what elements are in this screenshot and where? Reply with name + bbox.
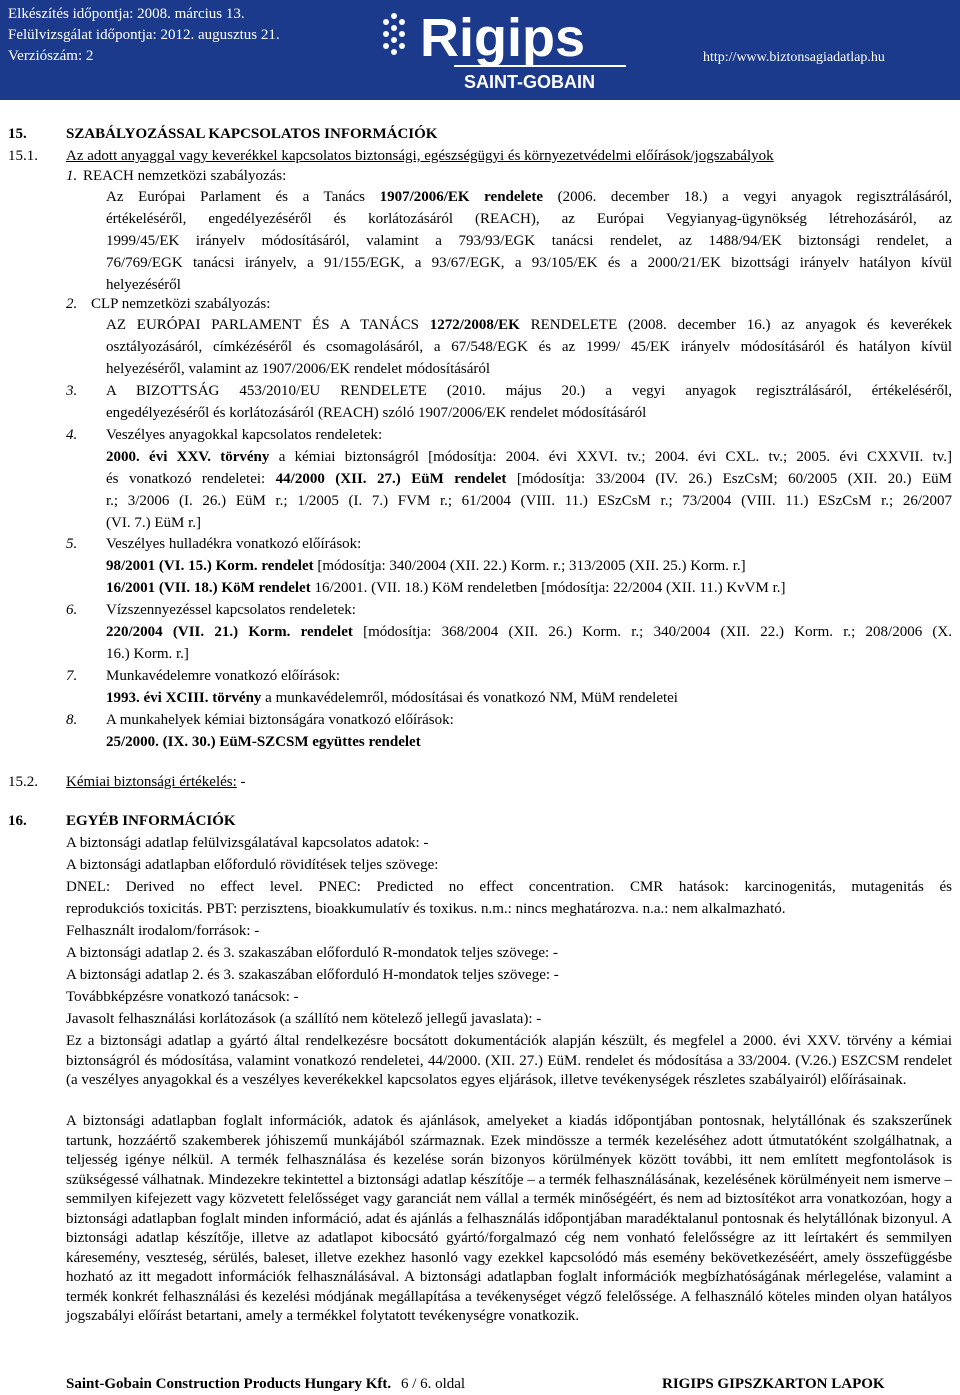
item-1-num: 1. (66, 168, 78, 184)
item-5-line-2: 16/2001 (VII. 18.) KöM rendelet 16/2001. (VII. 18.) KöM rendeletben [módosítja: 22/2004 (XII. 11.) KvVM r.] (106, 580, 786, 596)
item-1-line-2: értékeléséről, engedélyezéséről és korlátozásáról (REACH), az Európai Vegyianyag-ügynökség létrehozásáról, az (106, 211, 952, 227)
info-paragraph-2: A biztonsági adatlapban foglalt információk, adatok és ajánlások, amelyeket a kiadás időpontjában pontosnak, helytállónak és szakszerűnek tartunk, hozzáértő szakemberek jóhiszemű munkájából származnak. Ezek mindössze a termék kezeléséhez adott útmutatóként szolgálhatnak, a teljesség igénye nélkül. A termék felhasználása és kezelése során bizonyos körülmények között további, itt nem említett megfontolások is szükségessé válhatnak. Mindezekre tekintettel a biztonsági adatlap készítője – a termék felhasználásának, kezelésének körülményeit nem ismerve – semmilyen kifejezett vagy közvetett felelősséget vagy garanciát nem vállal a termék minőségéért, és nem ad biztosítékot arra vonatkozóan, hogy a biztonsági adatlapban foglalt minden információ, adat és ajánlás a felhasználás időpontjában maradéktalanul pontosnak és helytállónak bizonyul. A biztonsági adatlap készítője, illetve az adatlapot kibocsátó gyártó/forgalmazó cég nem vonható felelősségre az itt leírtakért és semmilyen káresemény, veszteség, sérülés, baleset, illetve ezekhez hasonló vagy ezekkel kapcsolódó más esemény bekövetkezéséért, amely összefüggésbe hozható az itt megadott információk felhasználásával. A biztonsági adatlapban foglalt információk megbízhatóságának mérlegelése, valamint a termék konkrét felhasználási és kezelési módjának megállapítása a tevékenységet végző felelőssége. A felhasználó köteles minden olyan hatályos jogszabályi előírást betartani, amely a termékkel folytatott tevékenységre vonatkozik. (66, 1113, 952, 1324)
info-line-2: A biztonsági adatlapban előforduló rövidítések teljes szövege: (66, 857, 439, 873)
item-2-title: CLP nemzetközi szabályozás: (91, 296, 271, 312)
section-15-heading: 15. SZABÁLYOZÁSSAL KAPCSOLATOS INFORMÁCIÓK (8, 126, 438, 142)
info-line-7: A biztonsági adatlap 2. és 3. szakaszában előforduló H-mondatok teljes szövege: - (66, 967, 559, 983)
section-15-2-heading: 15.2. Kémiai biztonsági értékelés: - (8, 774, 246, 790)
item-1-line-1: Az Európai Parlament és a Tanács 1907/2006/EK rendelete (2006. december 18.) a vegyi anyagok regisztrálásáról, (106, 189, 953, 205)
section-15-1-heading: 15.1. Az adott anyaggal vagy keverékkel kapcsolatos biztonsági, egészségügyi és környezetvédelmi előírások/jogszabályok (8, 148, 774, 164)
item-7-num: 7. (66, 668, 78, 684)
item-1-line-5: helyezéséről (106, 277, 181, 293)
item-6-line-2: 16.) Korm. r.] (106, 646, 189, 662)
item-7-title: Munkavédelemre vonatkozó előírások: (106, 668, 341, 684)
item-3-num: 3. (66, 383, 78, 399)
item-4-title: Veszélyes anyagokkal kapcsolatos rendeletek: (106, 427, 383, 443)
item-1-line-4: 76/769/EGK tanácsi irányelv, a 91/155/EGK, a 93/67/EGK, a 93/105/EK és a 2000/21/EK bizottsági irányelv hatályon kívül (106, 255, 952, 271)
item-5-num: 5. (66, 536, 78, 552)
item-6-num: 6. (66, 602, 78, 618)
item-4-line-3: r.; 3/2006 (I. 26.) EüM r.; 1/2005 (I. 7.) FVM r.; 61/2004 (VIII. 11.) ESzCsM r.; 73/2004 (VIII. 11.) ESzCsM r.; 26/2007 (106, 493, 952, 509)
item-7-line-1: 1993. évi XCIII. törvény a munkavédelemről, módosításai és vonatkozó NM, MüM rendeletei (106, 690, 678, 706)
item-1-title: REACH nemzetközi szabályozás: (83, 168, 287, 184)
footer-product: RIGIPS GIPSZKARTON LAPOK (662, 1376, 885, 1392)
item-4-line-1: 2000. évi XXV. törvény a kémiai biztonságról [módosítja: 2004. évi XXVI. tv.; 2004. évi CXL. tv.; 2005. évi CXXVII. tv.] (106, 449, 953, 465)
prepared-date: Elkészítés időpontja: 2008. március 13. (8, 6, 245, 22)
item-5-line-1: 98/2001 (VI. 15.) Korm. rendelet [módosítja: 340/2004 (XII. 22.) Korm. r.; 313/2005 (XII. 25.) Korm. r.] (106, 558, 746, 574)
item-4-num: 4. (66, 427, 78, 443)
logo-text: Rigips (420, 8, 586, 68)
item-1-line-3: 1999/45/EK irányelv módosításáról, valamint a 793/93/EGK tanácsi rendelet, az 1488/94/EK biztonsági rendelet, a (106, 233, 952, 249)
item-8-num: 8. (66, 712, 78, 728)
item-4-line-2: és vonatkozó rendeletei: 44/2000 (XII. 27.) EüM rendelet [módosítja: 33/2004 (IV. 26.) EszCsM; 60/2005 (XII. 20.) EüM (106, 471, 952, 487)
footer-left (66, 1376, 465, 1393)
item-2-line-3: helyezéséről, valamint az 1907/2006/EK rendelet módosításáról (106, 361, 491, 377)
item-4-line-4: (VI. 7.) EüM r.] (106, 515, 201, 531)
item-3-line-1: A BIZOTTSÁG 453/2010/EU RENDELETE (2010. május 20.) a vegyi anyagok regisztrálásáról, értékeléséről, (106, 383, 952, 399)
item-2-num: 2. (66, 296, 78, 312)
info-line-1: A biztonsági adatlap felülvizsgálatával kapcsolatos adatok: - (66, 835, 429, 851)
footer-company: Saint-Gobain Construction Products Hungary Kft. (66, 1376, 392, 1392)
item-3-line-2: engedélyezéséről és korlátozásáról (REACH) szóló 1907/2006/EK rendelet módosításáról (106, 405, 647, 421)
item-6-line-1: 220/2004 (VII. 21.) Korm. rendelet [módosítja: 368/2004 (XII. 26.) Korm. r.; 340/2004 (XII. 22.) Korm. r.; 208/2006 (X. (106, 624, 952, 640)
info-line-5: Felhasznált irodalom/források: - (66, 923, 260, 939)
version-number: Verziószám: 2 (8, 48, 94, 64)
logo-subtext: SAINT-GOBAIN (464, 72, 596, 92)
website-url[interactable]: http://www.biztonsagiadatlap.hu (703, 50, 885, 65)
info-line-9: Javasolt felhasználási korlátozások (a szállító nem kötelező jellegű javaslata): - (66, 1011, 542, 1027)
revised-date: Felülvizsgálat időpontja: 2012. augusztus 21. (8, 27, 280, 43)
item-8-title: A munkahelyek kémiai biztonságára vonatkozó előírások: (106, 712, 454, 728)
section-16-heading: 16. EGYÉB INFORMÁCIÓK (8, 813, 236, 829)
item-8-line-1: 25/2000. (IX. 30.) EüM-SZCSM együttes rendelet (106, 734, 421, 750)
info-line-3: DNEL: Derived no effect level. PNEC: Predicted no effect concentration. CMR hatások: karcinogenitás, mutagenitás és (66, 879, 952, 895)
item-2-line-2: osztályozásáról, címkézéséről és csomagolásáról, a 67/548/EGK és az 1999/ 45/EK irányelv módosításáról és hatályon kívül (106, 339, 952, 355)
info-paragraph-1: Ez a biztonsági adatlap a gyártó által rendelkezésre bocsátott dokumentációk alapján készült, és megfelel a 2000. évi XXV. törvény a kémiai biztonságról és módosítása, valamint vonatkozó rendeletei, 44/2000. (XII. 27.) EüM. rendelet és módosítása a 33/2004. (V.26.) ESZCSM rendelet (a veszélyes anyagokkal és a veszélyes keverékekkel kapcsolatos egyes eljárások, illetve tevékenységek részletes szabályairól) előírásainak. (66, 1033, 952, 1088)
item-6-title: Vízszennyezéssel kapcsolatos rendeletek: (106, 602, 356, 618)
item-5-title: Veszélyes hulladékra vonatkozó előírások: (106, 536, 362, 552)
info-line-6: A biztonsági adatlap 2. és 3. szakaszában előforduló R-mondatok teljes szövege: - (66, 945, 558, 961)
footer-page: 6 / 6. oldal (400, 1376, 466, 1392)
item-2-line-1: AZ EURÓPAI PARLAMENT ÉS A TANÁCS 1272/2008/EK RENDELETE (2008. december 16.) az anyagok és keverékek (106, 317, 952, 333)
info-line-4: reprodukciós toxicitás. PBT: perzisztens, bioakkumulatív és toxikus. n.m.: nincs meghatározva. n.a.: nem alkalmazható. (66, 901, 786, 917)
info-line-8: Továbbképzésre vonatkozó tanácsok: - (66, 989, 299, 1005)
